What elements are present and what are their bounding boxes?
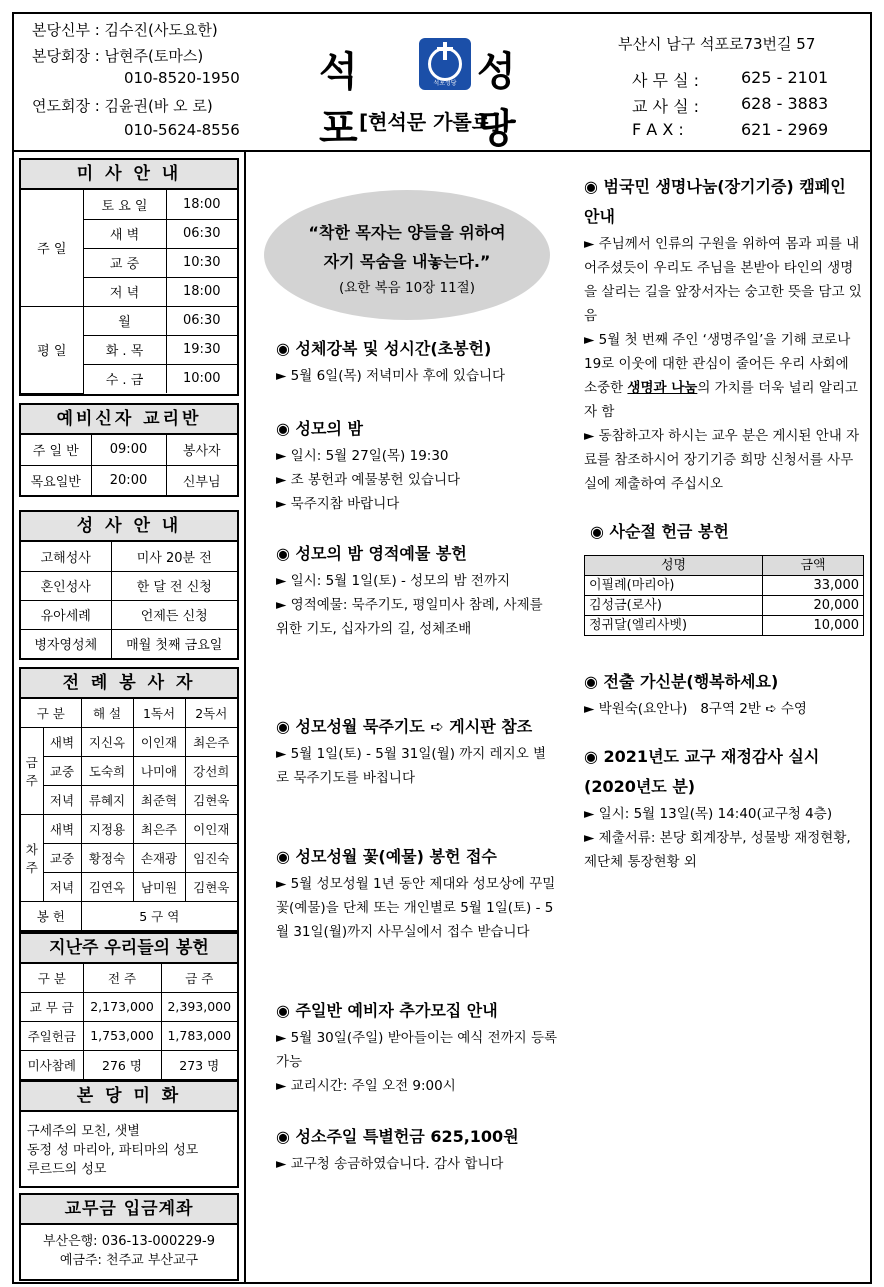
notice-item: ► 제출서류: 본당 회계장부, 성물방 재정현황, 제단체 통장현황 외: [584, 830, 851, 870]
year-head-line: 연도회장 : 김윤권(바 오 로): [32, 97, 213, 115]
council-head-line: 본당회장 : 남현주(토마스): [32, 47, 204, 65]
notice-title: ◉ 성모성월 묵주기도 ➪ 게시판 참조: [276, 717, 533, 736]
catechumen-title: 예비신자 교리반: [21, 405, 237, 435]
reader1: 나미애: [133, 756, 185, 785]
week2-label: 차주: [21, 814, 43, 901]
offering-type: 주일헌금: [21, 1021, 83, 1050]
class-day: 목요일반: [21, 465, 91, 495]
lent-head: 성명: [585, 556, 763, 576]
year-phone: 010-5624-8556: [124, 121, 240, 139]
reader2: 김현욱: [185, 872, 237, 901]
bulletin-header: [14, 14, 870, 152]
offering-value: 5 구 역: [81, 901, 237, 930]
notice-item-text: 의 가치를 더욱 널리 알리고자 함: [584, 380, 858, 420]
lent-head: 금액: [763, 556, 864, 576]
notice-title: ◉ 주일반 예비자 추가모집 안내: [276, 1001, 498, 1020]
sacrament-name: 고해성사: [21, 542, 111, 571]
mass-day: 토 요 일: [83, 190, 166, 219]
mass-day: 월: [83, 306, 166, 335]
notice-item: ► 일시: 5월 1일(토) - 성모의 밤 전까지: [276, 573, 511, 589]
offering-type: 미사참례: [21, 1050, 83, 1079]
sacrament-title: 성 사 안 내: [21, 512, 237, 542]
church-subtitle: [현석문 가롤로]: [359, 110, 501, 134]
mass-day: 화 . 목: [83, 335, 166, 364]
commentator: 지신옥: [81, 727, 133, 756]
mass-time: 18:00: [166, 190, 237, 219]
last-week-title: 지난주 우리들의 봉헌: [21, 934, 237, 964]
prev-week: 2,173,000: [83, 992, 161, 1021]
liturgy-title: 전 례 봉 사 자: [21, 669, 237, 699]
quote-line2: 자기 목숨을 내놓는다.”: [323, 252, 491, 271]
notice-item: ► 일시: 5월 27일(목) 19:30: [276, 448, 449, 464]
reader2: 김현욱: [185, 785, 237, 814]
last-week-box: [19, 932, 239, 1081]
left-column: [14, 152, 246, 1282]
class-time: 20:00: [91, 465, 166, 495]
sacrament-table: [21, 542, 237, 658]
notice-item: ► 5월 1일(토) - 5월 31일(월) 까지 레지오 별로 묵주기도를 바칩니다: [276, 746, 547, 786]
account-title: 교무금 입금계좌: [21, 1195, 237, 1225]
reader2: 강선희: [185, 756, 237, 785]
slot: 저녁: [43, 785, 81, 814]
sacrament-when: 매월 첫째 금요일: [111, 629, 237, 658]
donor-name: 이필례(마리아): [585, 576, 763, 596]
donor-amount: 20,000: [763, 596, 864, 616]
liturgy-head: 1독서: [133, 699, 185, 727]
notice-item: ► 조 봉헌과 예물봉헌 있습니다: [276, 472, 461, 488]
notice-item: ► 일시: 5월 13일(목) 14:40(교구청 4층): [584, 806, 833, 822]
flowers-line: 루르드의 성모: [27, 1162, 107, 1177]
office-label: 사 무 실 :: [632, 71, 700, 90]
emphasis-text: 생명과 나눔: [627, 380, 698, 396]
pastor-line: 본당신부 : 김수진(사도요한): [32, 21, 218, 39]
flowers-box: [19, 1080, 239, 1188]
commentator: 도숙희: [81, 756, 133, 785]
account-bank: 부산은행: 036-13-000229-9: [42, 1234, 216, 1249]
offering-type: 교 무 금: [21, 992, 83, 1021]
donor-amount: 33,000: [763, 576, 864, 596]
notice-item: ► 교구청 송금하였습니다. 감사 합니다: [276, 1156, 504, 1172]
donor-amount: 10,000: [763, 616, 864, 636]
fax-phone: 621 - 2969: [741, 120, 829, 139]
fax-label: F A X :: [632, 120, 684, 139]
mass-box: [19, 158, 239, 396]
slot: 저녁: [43, 872, 81, 901]
class-day: 주 일 반: [21, 435, 91, 465]
mass-day: 새 벽: [83, 219, 166, 248]
notice-title: ◉ 범국민 생명나눔(장기기증) 캠페인 안내: [584, 177, 846, 226]
liturgy-head: 2독서: [185, 699, 237, 727]
notice-item: ► 5월 6일(목) 저녁미사 후에 있습니다: [276, 368, 506, 384]
mass-time: 06:30: [166, 219, 237, 248]
mass-time: 10:30: [166, 248, 237, 277]
notice-rosary: [276, 712, 558, 790]
mass-time: 18:00: [166, 277, 237, 306]
bulletin-page: [12, 12, 872, 1284]
notice-vocation-offering: [276, 1122, 558, 1176]
notice-title: ◉ 전출 가신분(행복하세요): [584, 672, 779, 691]
class-teacher: 봉사자: [166, 435, 237, 465]
sacrament-name: 혼인성사: [21, 571, 111, 600]
notice-title: ◉ 성모성월 꽃(예물) 봉헌 접수: [276, 847, 497, 866]
notice-title: ◉ 2021년도 교구 재정감사 실시 (2020년도 분): [584, 747, 820, 796]
flowers-line: 구세주의 모친, 샛별: [27, 1124, 140, 1139]
notice-item: ► 묵주지참 바랍니다: [276, 496, 400, 512]
last-week-table: [21, 964, 237, 1079]
week1-label: 금주: [21, 727, 43, 814]
edu-label: 교 사 실 :: [632, 97, 700, 116]
notice-spiritual-offering: [276, 539, 558, 641]
mass-time: 19:30: [166, 335, 237, 364]
weekday-label: 평 일: [21, 306, 83, 393]
commentator: 김연옥: [81, 872, 133, 901]
slot: 교중: [43, 756, 81, 785]
mass-day: 수 . 금: [83, 364, 166, 393]
slot: 교중: [43, 843, 81, 872]
sacrament-name: 병자영성체: [21, 629, 111, 658]
notice-item: ► 동참하고자 하시는 교우 분은 게시된 안내 자료를 참조하시어 장기기증 희망 신청서를 사무실에 제출하여 주십시오: [584, 428, 860, 492]
prev-week: 276 명: [83, 1050, 161, 1079]
flowers-text: [21, 1112, 237, 1186]
reader2: 최은주: [185, 727, 237, 756]
notice-item: ► 영적예물: 묵주기도, 평일미사 참례, 사제를 위한 기도, 십자가의 길, 성체조배: [276, 597, 543, 637]
sacrament-when: 미사 20분 전: [111, 542, 237, 571]
flowers-title: 본 당 미 화: [21, 1082, 237, 1112]
slot: 새벽: [43, 814, 81, 843]
notice-title: ◉ 사순절 헌금 봉헌: [590, 522, 729, 541]
mass-day: 교 중: [83, 248, 166, 277]
reader1: 남미원: [133, 872, 185, 901]
commentator: 지정용: [81, 814, 133, 843]
class-teacher: 신부님: [166, 465, 237, 495]
notice-item: [584, 328, 862, 424]
sacrament-when: 한 달 전 신청: [111, 571, 237, 600]
mass-time: 06:30: [166, 306, 237, 335]
notice-flowers: [276, 842, 558, 944]
last-week-head: 금 주: [161, 964, 237, 992]
notice-item: ► 5월 성모성월 1년 동안 제대와 성모상에 꾸밀 꽃(예물)을 단체 또는 개인별로 5월 1일(토) - 5월 31일(월)까지 사무실에서 접수 받습니다: [276, 876, 556, 940]
notice-item: ► 교리시간: 주일 오전 9:00시: [276, 1078, 456, 1094]
flowers-line: 동정 성 마리아, 파티마의 성모: [27, 1143, 199, 1158]
scripture-quote: [264, 190, 550, 320]
quote-text: [264, 218, 550, 276]
reader1: 최은주: [133, 814, 185, 843]
notice-audit: [584, 742, 862, 874]
last-week-head: 구 분: [21, 964, 83, 992]
notice-title: ◉ 성소주일 특별헌금 625,100원: [276, 1127, 519, 1146]
notice-lent-offering: [584, 517, 862, 636]
notice-item: ► 5월 30일(주일) 받아들이는 예식 전까지 등록 가능: [276, 1030, 558, 1070]
account-holder: 예금주: 천주교 부산교구: [59, 1253, 199, 1268]
notice-item: ► 박원숙(요안나) 8구역 2반 ➪ 수영: [584, 701, 807, 717]
donor-name: 김성금(로사): [585, 596, 763, 616]
sacrament-name: 유아세례: [21, 600, 111, 629]
notice-marian-night: [276, 414, 558, 516]
reader2: 임진숙: [185, 843, 237, 872]
catechumen-table: [21, 435, 237, 495]
prev-week: 1,753,000: [83, 1021, 161, 1050]
notice-moving: [584, 667, 862, 721]
reader1: 이인재: [133, 727, 185, 756]
sunday-label: 주 일: [21, 190, 83, 306]
liturgy-head: 구 분: [21, 699, 81, 727]
reader1: 손재광: [133, 843, 185, 872]
edu-phone: 628 - 3883: [741, 94, 829, 113]
church-name-part1: 석포: [319, 49, 360, 152]
account-box: [19, 1193, 239, 1281]
mass-time: 10:00: [166, 364, 237, 393]
slot: 새벽: [43, 727, 81, 756]
notice-organ-donation: [584, 172, 862, 496]
notice-title: ◉ 성체강복 및 성시간(초봉헌): [276, 339, 492, 358]
class-time: 09:00: [91, 435, 166, 465]
notice-item: ► 주님께서 인류의 구원을 위하여 몸과 피를 내어주셨듯이 우리도 주님을 본받아 타인의 생명을 살리는 길을 앞장서자는 숭고한 뜻을 담고 있음: [584, 236, 862, 324]
offering-label: 봉 헌: [21, 901, 81, 930]
sacrament-box: [19, 510, 239, 660]
liturgy-box: [19, 667, 239, 932]
liturgy-head: 해 설: [81, 699, 133, 727]
this-week: 273 명: [161, 1050, 237, 1079]
notice-adoration: [276, 334, 558, 388]
mass-day: 저 녁: [83, 277, 166, 306]
lent-offering-table: [584, 555, 864, 636]
this-week: 1,783,000: [161, 1021, 237, 1050]
reader1: 최준혁: [133, 785, 185, 814]
office-phone: 625 - 2101: [741, 68, 829, 87]
church-logo-icon: [419, 38, 471, 90]
liturgy-table: [21, 699, 237, 930]
last-week-head: 전 주: [83, 964, 161, 992]
church-address: 부산시 남구 석포로73번길 57: [618, 35, 816, 53]
this-week: 2,393,000: [161, 992, 237, 1021]
quote-source: (요한 복음 10장 11절): [338, 280, 475, 296]
notice-item-text: ► 5월 첫 번째 주인 ‘생명주일’을 기해 코로나19로 이웃에 대한 관심이 줄어든 우리 사회에 소중한: [584, 332, 851, 396]
council-phone: 010-8520-1950: [124, 69, 240, 87]
notice-recruitment: [276, 996, 558, 1098]
commentator: 황정숙: [81, 843, 133, 872]
church-name-part2: 성당: [477, 49, 518, 152]
mass-table: [21, 190, 237, 394]
reader2: 이인재: [185, 814, 237, 843]
sacrament-when: 언제든 신청: [111, 600, 237, 629]
account-text: [21, 1225, 237, 1279]
notice-title: ◉ 성모의 밤 영적예물 봉헌: [276, 544, 467, 563]
catechumen-box: [19, 403, 239, 497]
logo-text: 석포성당: [433, 80, 457, 87]
quote-line1: “착한 목자는 양들을 위하여: [308, 223, 506, 242]
mass-title: 미 사 안 내: [21, 160, 237, 190]
commentator: 류혜지: [81, 785, 133, 814]
notice-title: ◉ 성모의 밤: [276, 419, 363, 438]
donor-name: 정귀달(엘리사벳): [585, 616, 763, 636]
